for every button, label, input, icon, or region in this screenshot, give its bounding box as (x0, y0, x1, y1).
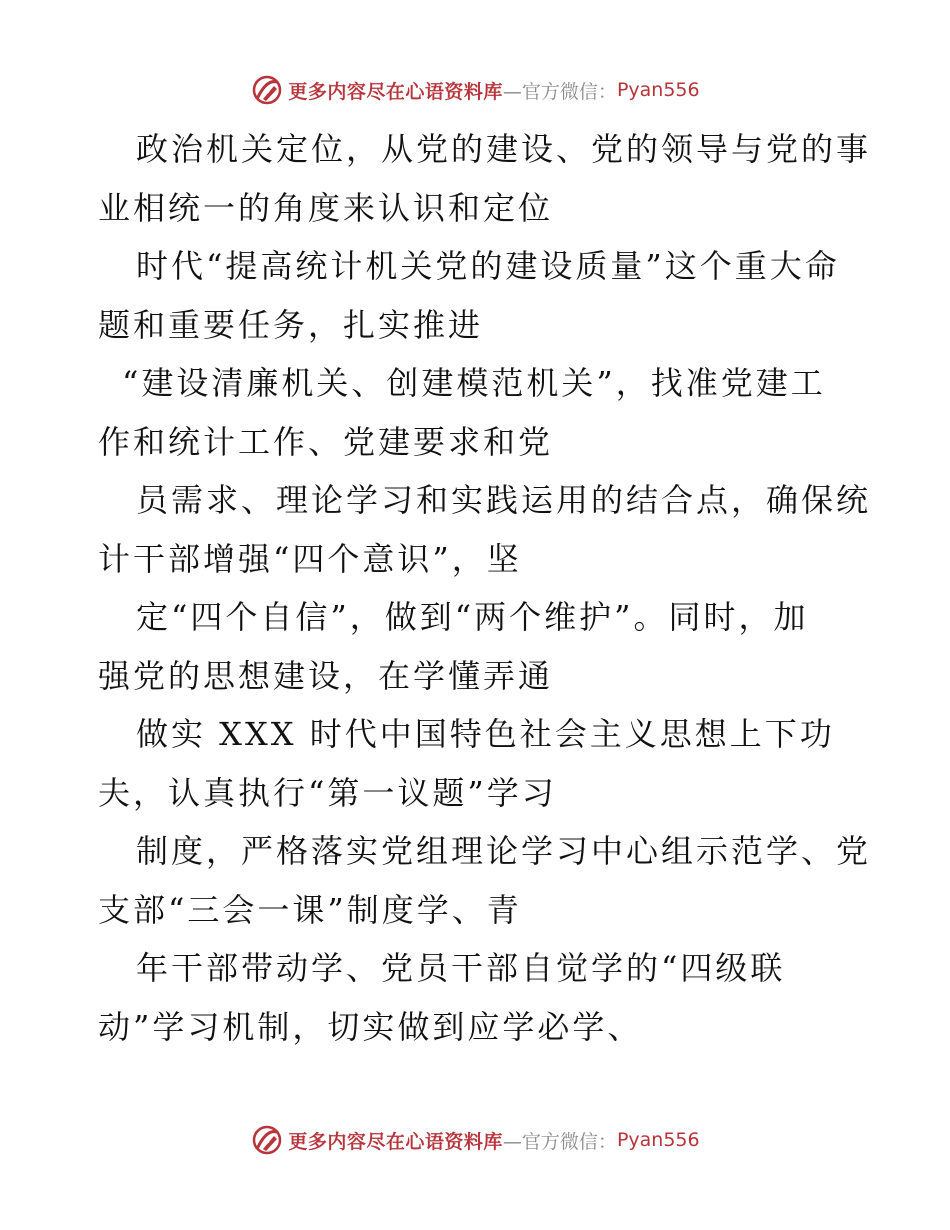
text-line: 定“四个自信”，做到“两个维护”。同时，加 (136, 598, 809, 636)
text-line: 时代“提高统计机关党的建设质量”这个重大命 (136, 247, 840, 285)
text-line: 政治机关定位，从党的建设、党的领导与党的事 (136, 130, 872, 168)
text-line: 强党的思想建设，在学懂弄通 (98, 656, 554, 695)
watermark-wechat-id: Pyan556 (616, 79, 700, 101)
text-line: 作和统计工作、党建要求和党 (98, 422, 554, 461)
pen-swirl-logo-icon (250, 73, 284, 107)
text-line: 动”学习机制，切实做到应学必学、 (98, 1007, 643, 1046)
header-watermark (0, 70, 950, 110)
text-line: 员需求、理论学习和实践运用的结合点，确保统 (136, 481, 872, 519)
watermark-site-text: 更多内容尽在心语资料库 (288, 1130, 503, 1153)
text-line: 支部“三会一课”制度学、青 (98, 890, 522, 929)
document-body (98, 120, 872, 1056)
text-line: 夫，认真执行“第一议题”学习 (98, 773, 557, 812)
text-line: “建设清廉机关、创建模范机关”，找准党建工 (122, 364, 826, 402)
watermark-site-text: 更多内容尽在心语资料库 (288, 80, 503, 103)
pen-swirl-logo-icon (250, 1123, 284, 1157)
text-line: 题和重要任务，扎实推进 (98, 305, 484, 344)
text-line: 计干部增强“四个意识”，坚 (98, 539, 522, 578)
text-line: 年干部带动学、党员干部自觉学的“四级联 (136, 949, 786, 987)
footer-watermark (0, 1120, 950, 1160)
watermark-official-text: —官方微信： (502, 1130, 617, 1153)
text-line: 业相统一的角度来认识和定位 (98, 188, 554, 227)
text-line: 做实 XXX 时代中国特色社会主义思想上下功 (136, 715, 835, 753)
watermark-wechat-id: Pyan556 (616, 1129, 700, 1151)
text-line: 制度，严格落实党组理论学习中心组示范学、党 (136, 832, 872, 870)
watermark-official-text: —官方微信： (502, 80, 617, 103)
